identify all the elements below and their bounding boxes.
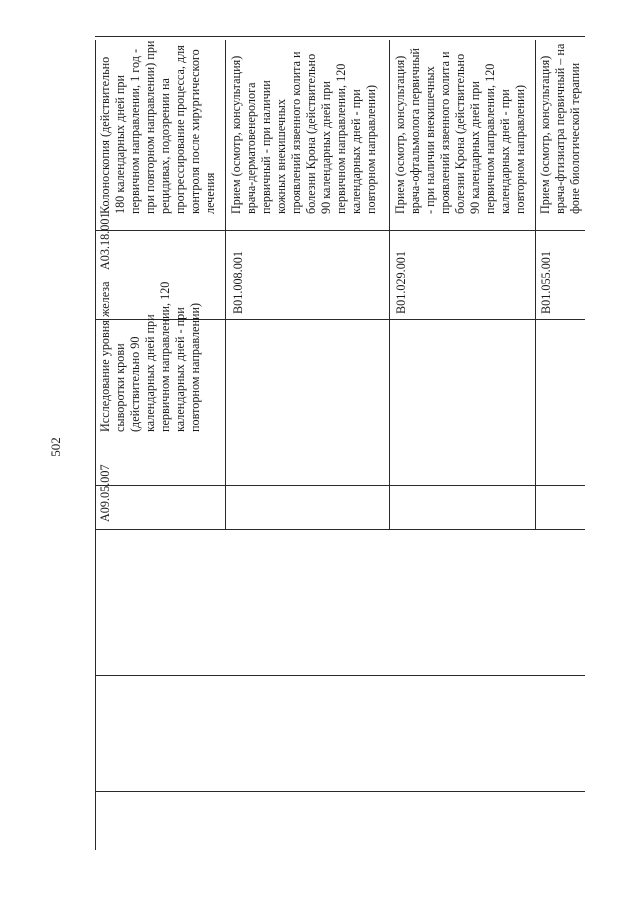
col-divider-a <box>95 529 585 530</box>
row4-spec: Прием (осмотр, консультация) врача-фтизиатра первичный – на фоне биологической терапии <box>538 43 582 214</box>
row2-spec-code: B01.008.001 <box>231 251 245 314</box>
row1-spec: Колоноскопия (действительно 180 календарных дней при первичном направлении, 1 год - при повторном направлении) при рецидивах, подозрении на прогрессирование процесса, для контроля после хирургического лечения <box>98 40 217 214</box>
table-border-left <box>95 40 96 850</box>
row1-service: Исследование уровня железа сыворотки крови (действительно 90 календарных дней при первичном направлении, 120 календарных дней - при повторном направлении) <box>98 281 202 432</box>
left-margin-line-1 <box>95 675 585 676</box>
row4-spec-code: B01.055.001 <box>539 251 553 314</box>
row1-spec-code: A03.18.001 <box>98 212 112 270</box>
left-margin-line-2 <box>95 791 585 792</box>
col-divider-e <box>95 36 585 37</box>
col-divider-d <box>95 230 585 231</box>
row-divider-1 <box>225 40 226 530</box>
row-divider-2 <box>389 40 390 530</box>
col-divider-b <box>95 485 585 486</box>
page-number: 502 <box>48 437 63 457</box>
row2-spec: Прием (осмотр, консультация) врача-дерматовенеролога первичный - при наличии кожных внекишечных проявлений язвенного колита и болезни Крона (действительно 90 календарных дней при первичном направлении, 120 календарных дней - при повторном направлении) <box>229 51 378 214</box>
row3-spec: Прием (осмотр, консультация) врача-офтальмолога первичный - при наличии внекишечных проявлений язвенного колита и болезни Крона (действительно 90 календарных дней при первичном направлении, 120 календарных дней - при повторном направлении) <box>393 48 527 214</box>
row3-spec-code: B01.029.001 <box>394 251 408 314</box>
rotated-table <box>95 40 585 850</box>
row1-code: A09.05.007 <box>98 464 112 522</box>
row-divider-3 <box>535 40 536 530</box>
